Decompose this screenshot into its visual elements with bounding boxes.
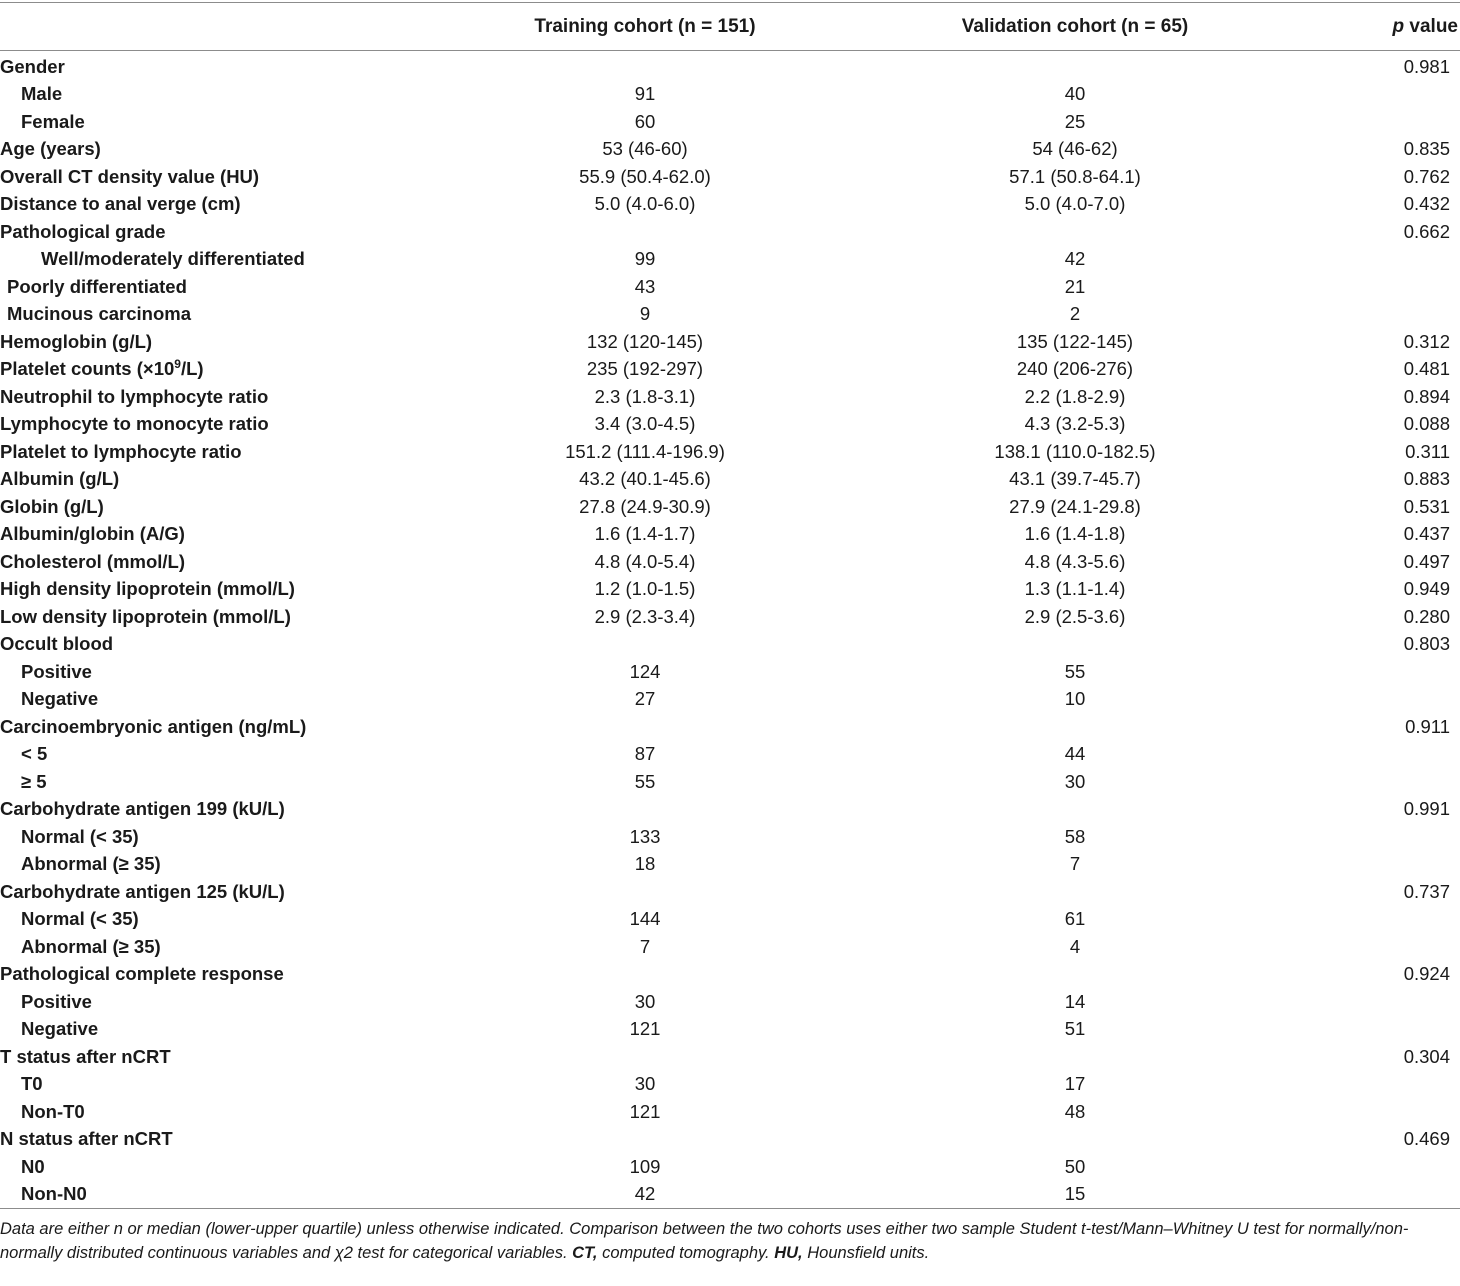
row-label: Positive <box>21 990 92 1012</box>
training-value <box>430 961 860 989</box>
p-value <box>1290 906 1460 934</box>
p-value <box>1290 1016 1460 1044</box>
table-row <box>0 301 1460 329</box>
training-value <box>430 218 860 246</box>
validation-value <box>860 796 1290 824</box>
row-label-text: Platelet counts (×10 <box>0 358 175 380</box>
data-table-container <box>0 2 1460 1265</box>
table-row <box>0 768 1460 796</box>
training-value: 132 (120-145) <box>586 330 704 352</box>
validation-value: 54 (46-62) <box>1032 138 1118 160</box>
validation-value: 4.3 (3.2-5.3) <box>1024 413 1126 435</box>
validation-value <box>860 218 1290 246</box>
p-value <box>1290 686 1460 714</box>
training-value: 2.9 (2.3-3.4) <box>594 605 696 627</box>
row-label: Well/moderately differentiated <box>41 248 305 270</box>
header-row <box>0 3 1460 50</box>
validation-value: 1.6 (1.4-1.8) <box>1024 523 1126 545</box>
table-row <box>0 851 1460 879</box>
cohort-characteristics-table <box>0 3 1460 50</box>
training-value: 60 <box>634 110 656 132</box>
table-row <box>0 521 1460 549</box>
table-row <box>0 383 1460 411</box>
header-p-rest: value <box>1404 15 1458 37</box>
validation-value: 61 <box>1064 908 1086 930</box>
table-row <box>0 741 1460 769</box>
p-value: 0.497 <box>1403 550 1450 572</box>
row-label: Distance to anal verge (cm) <box>0 193 241 215</box>
row-label: Non-T0 <box>21 1100 85 1122</box>
validation-value <box>860 1043 1290 1071</box>
row-label: Negative <box>21 688 99 710</box>
row-label: Age (years) <box>0 138 101 160</box>
p-value <box>1290 301 1460 329</box>
p-value: 0.981 <box>1403 55 1450 77</box>
header-p-italic: p <box>1392 15 1405 37</box>
p-value <box>1290 768 1460 796</box>
validation-value: 57.1 (50.8-64.1) <box>1009 165 1141 187</box>
header-validation-cohort: Validation cohort (n = 65) <box>961 15 1189 37</box>
row-label: Abnormal (≥ 35) <box>21 853 161 875</box>
validation-value: 240 (206-276) <box>1016 358 1134 380</box>
p-value <box>1290 1153 1460 1181</box>
table-row <box>0 658 1460 686</box>
training-value: 43 <box>634 275 656 297</box>
validation-value: 15 <box>1064 1183 1086 1205</box>
p-value: 0.737 <box>1403 880 1450 902</box>
p-value <box>1290 273 1460 301</box>
validation-value <box>860 961 1290 989</box>
training-value <box>430 713 860 741</box>
validation-value: 2.2 (1.8-2.9) <box>1024 385 1126 407</box>
row-label: Occult blood <box>0 633 114 655</box>
training-value <box>430 1126 860 1154</box>
table-row <box>0 246 1460 274</box>
table-row <box>0 823 1460 851</box>
p-value <box>1290 658 1460 686</box>
training-value: 1.2 (1.0-1.5) <box>594 578 696 600</box>
cohort-characteristics-body <box>0 51 1460 1208</box>
validation-value: 17 <box>1064 1073 1086 1095</box>
header-training-cohort: Training cohort (n = 151) <box>534 15 756 37</box>
validation-value: 4.8 (4.3-5.6) <box>1024 550 1126 572</box>
p-value: 0.883 <box>1403 468 1450 490</box>
footnote-ct-def: computed tomography. <box>597 1244 775 1262</box>
footnote-ct-abbr: CT, <box>572 1244 598 1262</box>
row-label: Mucinous carcinoma <box>7 303 192 325</box>
training-value: 1.6 (1.4-1.7) <box>594 523 696 545</box>
table-row <box>0 356 1460 384</box>
row-label: Low density lipoprotein (mmol/L) <box>0 605 291 627</box>
p-value: 0.312 <box>1403 330 1450 352</box>
table-row <box>0 1153 1460 1181</box>
footnote-text: Data are either n or median (lower-upper quartile) unless otherwise indicated. Comparison between the two cohorts uses either two sample Student t-test/Mann–Whitney U test for normally/non-normally distributed continuous variables and χ2 test for categorical variables. <box>0 1220 1409 1262</box>
table-row <box>0 603 1460 631</box>
table-row <box>0 81 1460 109</box>
p-value <box>1290 933 1460 961</box>
training-value: 53 (46-60) <box>602 138 688 160</box>
training-value: 121 <box>629 1018 661 1040</box>
table-row <box>0 438 1460 466</box>
training-value: 87 <box>634 743 656 765</box>
table-row <box>0 163 1460 191</box>
row-label: Negative <box>21 1018 99 1040</box>
validation-value: 51 <box>1064 1018 1086 1040</box>
row-label: Normal (< 35) <box>21 825 139 847</box>
p-value: 0.835 <box>1403 138 1450 160</box>
table-row <box>0 576 1460 604</box>
training-value <box>430 1043 860 1071</box>
p-value: 0.437 <box>1403 523 1450 545</box>
table-row <box>0 493 1460 521</box>
training-value <box>430 796 860 824</box>
table-row <box>0 988 1460 1016</box>
validation-value <box>860 713 1290 741</box>
row-label: Gender <box>0 55 65 77</box>
validation-value: 10 <box>1064 688 1086 710</box>
p-value: 0.762 <box>1403 165 1450 187</box>
p-value: 0.531 <box>1403 495 1450 517</box>
row-label <box>0 356 430 384</box>
table-row <box>0 1016 1460 1044</box>
p-value: 0.311 <box>1405 440 1450 462</box>
p-value: 0.949 <box>1403 578 1450 600</box>
row-label: Normal (< 35) <box>21 908 139 930</box>
row-label: Lymphocyte to monocyte ratio <box>0 413 269 435</box>
validation-value: 135 (122-145) <box>1016 330 1134 352</box>
p-value: 0.924 <box>1403 963 1450 985</box>
row-label: < 5 <box>21 743 48 765</box>
table-footnote <box>0 1209 1460 1265</box>
row-label: High density lipoprotein (mmol/L) <box>0 578 295 600</box>
training-value <box>430 631 860 659</box>
training-value: 9 <box>639 303 651 325</box>
table-row <box>0 631 1460 659</box>
validation-value: 55 <box>1064 660 1086 682</box>
row-label: Male <box>21 83 63 105</box>
validation-value: 138.1 (110.0-182.5) <box>994 440 1156 462</box>
table-row <box>0 1071 1460 1099</box>
table-row <box>0 713 1460 741</box>
validation-value: 4 <box>1069 935 1081 957</box>
validation-value: 14 <box>1064 990 1086 1012</box>
p-value: 0.469 <box>1403 1128 1450 1150</box>
row-label: Abnormal (≥ 35) <box>21 935 161 957</box>
row-label: N status after nCRT <box>0 1128 173 1150</box>
validation-value: 1.3 (1.1-1.4) <box>1024 578 1126 600</box>
row-label: Carbohydrate antigen 125 (kU/L) <box>0 880 285 902</box>
p-value <box>1290 741 1460 769</box>
row-label: N0 <box>21 1155 45 1177</box>
table-row <box>0 933 1460 961</box>
row-label-superscript: 9 <box>174 357 181 372</box>
training-value: 133 <box>629 825 661 847</box>
row-label: Carbohydrate antigen 199 (kU/L) <box>0 798 285 820</box>
row-label: Pathological grade <box>0 220 166 242</box>
header-p-value <box>1290 3 1460 50</box>
table-row <box>0 906 1460 934</box>
validation-value: 50 <box>1064 1155 1086 1177</box>
table-row <box>0 1181 1460 1209</box>
footnote-hu-abbr: HU, <box>774 1244 803 1262</box>
training-value: 109 <box>629 1155 661 1177</box>
training-value <box>430 878 860 906</box>
validation-value <box>860 878 1290 906</box>
training-value: 27.8 (24.9-30.9) <box>579 495 711 517</box>
row-label: Globin (g/L) <box>0 495 104 517</box>
row-label: Cholesterol (mmol/L) <box>0 550 186 572</box>
training-value: 55 <box>634 770 656 792</box>
p-value <box>1290 246 1460 274</box>
p-value: 0.481 <box>1403 358 1450 380</box>
p-value: 0.662 <box>1403 220 1450 242</box>
table-row <box>0 878 1460 906</box>
validation-value: 25 <box>1064 110 1086 132</box>
row-label: Carcinoembryonic antigen (ng/mL) <box>0 715 307 737</box>
validation-value: 43.1 (39.7-45.7) <box>1009 468 1141 490</box>
validation-value: 7 <box>1069 853 1081 875</box>
p-value <box>1290 823 1460 851</box>
validation-value: 42 <box>1064 248 1086 270</box>
p-value: 0.894 <box>1403 385 1450 407</box>
table-row <box>0 1126 1460 1154</box>
row-label: Positive <box>21 660 92 682</box>
training-value: 4.8 (4.0-5.4) <box>594 550 696 572</box>
training-value: 7 <box>639 935 651 957</box>
training-value: 144 <box>629 908 661 930</box>
validation-value: 58 <box>1064 825 1086 847</box>
table-row <box>0 796 1460 824</box>
p-value <box>1290 851 1460 879</box>
row-label: Albumin (g/L) <box>0 468 120 490</box>
training-value: 43.2 (40.1-45.6) <box>579 468 711 490</box>
training-value: 42 <box>634 1183 656 1205</box>
row-label: Platelet to lymphocyte ratio <box>0 440 242 462</box>
validation-value: 27.9 (24.1-29.8) <box>1009 495 1141 517</box>
training-value: 91 <box>634 83 656 105</box>
row-label: Overall CT density value (HU) <box>0 165 260 187</box>
training-value: 151.2 (111.4-196.9) <box>565 440 725 462</box>
table-row <box>0 411 1460 439</box>
training-value: 5.0 (4.0-6.0) <box>594 193 696 215</box>
p-value: 0.803 <box>1403 633 1450 655</box>
p-value: 0.088 <box>1403 413 1450 435</box>
validation-value: 5.0 (4.0-7.0) <box>1024 193 1126 215</box>
validation-value: 21 <box>1064 275 1086 297</box>
p-value <box>1290 81 1460 109</box>
training-value: 55.9 (50.4-62.0) <box>579 165 711 187</box>
training-value <box>430 51 860 81</box>
validation-value <box>860 51 1290 81</box>
p-value <box>1290 988 1460 1016</box>
row-label: Non-N0 <box>21 1183 87 1205</box>
table-row <box>0 191 1460 219</box>
table-row <box>0 466 1460 494</box>
training-value: 99 <box>634 248 656 270</box>
p-value <box>1290 1181 1460 1209</box>
validation-value: 48 <box>1064 1100 1086 1122</box>
table-row <box>0 136 1460 164</box>
p-value <box>1290 1071 1460 1099</box>
training-value: 124 <box>629 660 661 682</box>
validation-value: 2.9 (2.5-3.6) <box>1024 605 1126 627</box>
training-value: 235 (192-297) <box>586 358 704 380</box>
training-value: 121 <box>629 1100 661 1122</box>
footnote-hu-def: Hounsfield units. <box>802 1244 930 1262</box>
row-label: Hemoglobin (g/L) <box>0 330 153 352</box>
row-label: Female <box>21 110 85 132</box>
p-value: 0.911 <box>1405 715 1450 737</box>
table-row <box>0 218 1460 246</box>
row-label: T status after nCRT <box>0 1045 171 1067</box>
validation-value: 30 <box>1064 770 1086 792</box>
row-label-suffix: /L) <box>180 358 204 380</box>
table-row <box>0 328 1460 356</box>
validation-value: 2 <box>1069 303 1081 325</box>
validation-value: 44 <box>1064 743 1086 765</box>
p-value: 0.432 <box>1403 193 1450 215</box>
table-row <box>0 961 1460 989</box>
table-row <box>0 108 1460 136</box>
table-row <box>0 548 1460 576</box>
training-value: 18 <box>634 853 656 875</box>
training-value: 2.3 (1.8-3.1) <box>594 385 696 407</box>
row-label: Poorly differentiated <box>7 275 187 297</box>
table-row <box>0 51 1460 81</box>
p-value: 0.304 <box>1403 1045 1450 1067</box>
row-label: ≥ 5 <box>21 770 47 792</box>
header-label-column <box>0 3 430 50</box>
table-row <box>0 1098 1460 1126</box>
p-value <box>1290 1098 1460 1126</box>
table-row <box>0 273 1460 301</box>
row-label: Albumin/globin (A/G) <box>0 523 185 545</box>
validation-value <box>860 631 1290 659</box>
p-value: 0.280 <box>1403 605 1450 627</box>
p-value: 0.991 <box>1403 798 1450 820</box>
table-row <box>0 686 1460 714</box>
validation-value <box>860 1126 1290 1154</box>
validation-value: 40 <box>1064 83 1086 105</box>
row-label: T0 <box>21 1073 43 1095</box>
training-value: 30 <box>634 990 656 1012</box>
row-label: Neutrophil to lymphocyte ratio <box>0 385 269 407</box>
training-value: 3.4 (3.0-4.5) <box>594 413 696 435</box>
table-row <box>0 1043 1460 1071</box>
row-label: Pathological complete response <box>0 963 284 985</box>
training-value: 30 <box>634 1073 656 1095</box>
p-value <box>1290 108 1460 136</box>
training-value: 27 <box>634 688 656 710</box>
